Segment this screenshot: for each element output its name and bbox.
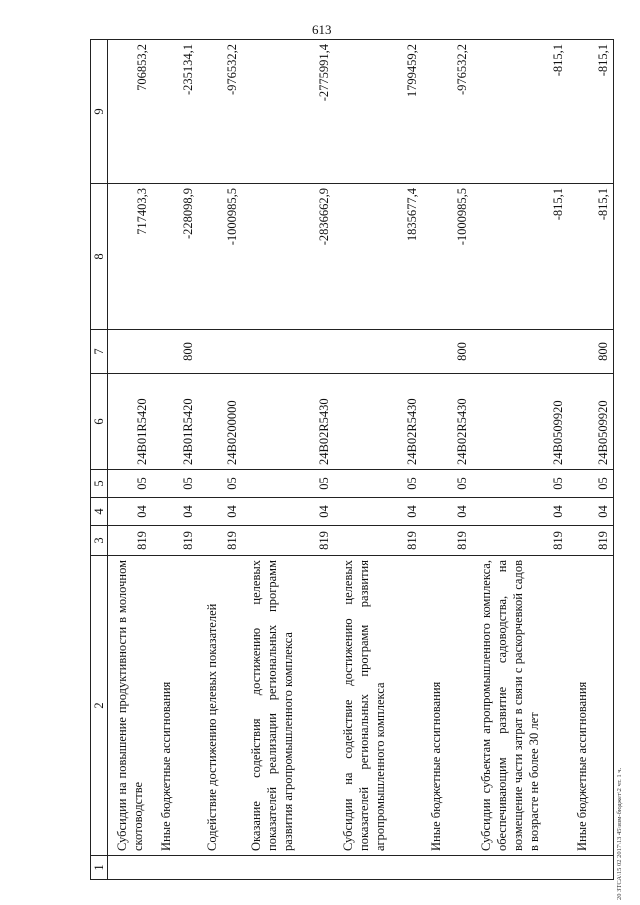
cell-col-1 xyxy=(108,856,152,880)
cell-col-5: 05 xyxy=(242,470,334,498)
header-col-7: 7 xyxy=(91,330,108,374)
header-col-1: 1 xyxy=(91,856,108,880)
page-number: 613 xyxy=(312,22,332,37)
table-row xyxy=(334,40,422,880)
cell-col-6: 24B02R5430 xyxy=(242,374,334,470)
cell-col-4: 04 xyxy=(242,498,334,526)
cell-col-6: 24B0509920 xyxy=(568,374,614,470)
cell-col-8: -1000985,5 xyxy=(198,184,242,330)
cell-col-7 xyxy=(334,330,422,374)
cell-col-5: 05 xyxy=(152,470,198,498)
cell-col-4: 04 xyxy=(152,498,198,526)
budget-table-rotated xyxy=(90,40,610,880)
cell-col-6: 24B01R5420 xyxy=(108,374,152,470)
cell-name: Субсидии субъектам агропромышленного комплекса, обеспечивающим развитие садоводства, на возмещение части затрат в связи с раскорчевкой садов в возрасте не более 30 лет xyxy=(472,556,568,856)
cell-col-5: 05 xyxy=(334,470,422,498)
cell-col-7 xyxy=(242,330,334,374)
cell-col-9: 1799459,2 xyxy=(334,40,422,184)
table-row xyxy=(198,40,242,880)
cell-col-8: 1835677,4 xyxy=(334,184,422,330)
budget-table xyxy=(90,39,614,880)
cell-name: Иные бюджетные ассигнования xyxy=(568,556,614,856)
cell-col-7 xyxy=(108,330,152,374)
cell-col-7: 800 xyxy=(152,330,198,374)
cell-col-9: -235134,1 xyxy=(152,40,198,184)
cell-col-1 xyxy=(472,856,568,880)
budget-table-holder xyxy=(90,40,610,880)
cell-col-7 xyxy=(472,330,568,374)
cell-col-1 xyxy=(334,856,422,880)
cell-col-1 xyxy=(152,856,198,880)
cell-col-3: 819 xyxy=(152,526,198,556)
table-row xyxy=(472,40,568,880)
cell-name: Оказание содействия достижению целевых показателей реализации региональных программ развития агропромышленного комплекса xyxy=(242,556,334,856)
cell-col-5: 05 xyxy=(472,470,568,498)
cell-col-8: -228098,9 xyxy=(152,184,198,330)
cell-col-5: 05 xyxy=(568,470,614,498)
cell-col-9: 706853,2 xyxy=(108,40,152,184)
cell-col-7: 800 xyxy=(422,330,472,374)
cell-name: Субсидии на повышение продуктивности в молочном скотоводстве xyxy=(108,556,152,856)
cell-col-3: 819 xyxy=(472,526,568,556)
cell-col-6: 24B02R5430 xyxy=(334,374,422,470)
table-row xyxy=(422,40,472,880)
cell-col-5: 05 xyxy=(198,470,242,498)
cell-col-5: 05 xyxy=(108,470,152,498)
cell-col-8: -2836662,9 xyxy=(242,184,334,330)
cell-col-8: -1000985,5 xyxy=(422,184,472,330)
cell-col-8: -815,1 xyxy=(472,184,568,330)
cell-col-1 xyxy=(422,856,472,880)
cell-col-4: 04 xyxy=(108,498,152,526)
cell-col-3: 819 xyxy=(198,526,242,556)
cell-col-6: 24B01R5420 xyxy=(152,374,198,470)
header-row xyxy=(91,40,108,880)
cell-name: Иные бюджетные ассигнования xyxy=(422,556,472,856)
cell-col-3: 819 xyxy=(422,526,472,556)
header-col-2: 2 xyxy=(91,556,108,856)
cell-col-1 xyxy=(242,856,334,880)
side-note-text: 20 ЗТСА\15 02 2017\13 45\изм-бюджет\2 чт. 1 ч. xyxy=(616,767,623,900)
table-row xyxy=(242,40,334,880)
table-row xyxy=(108,40,152,880)
cell-col-7 xyxy=(198,330,242,374)
cell-col-5: 05 xyxy=(422,470,472,498)
cell-col-6: 24B0200000 xyxy=(198,374,242,470)
cell-col-4: 04 xyxy=(334,498,422,526)
side-note xyxy=(612,40,628,900)
cell-col-9: -976532,2 xyxy=(198,40,242,184)
cell-col-9: -2775991,4 xyxy=(242,40,334,184)
cell-col-6: 24B0509920 xyxy=(472,374,568,470)
header-col-6: 6 xyxy=(91,374,108,470)
cell-name: Иные бюджетные ассигнования xyxy=(152,556,198,856)
header-col-8: 8 xyxy=(91,184,108,330)
cell-col-4: 04 xyxy=(198,498,242,526)
cell-col-1 xyxy=(568,856,614,880)
cell-col-4: 04 xyxy=(568,498,614,526)
cell-col-3: 819 xyxy=(108,526,152,556)
cell-col-3: 819 xyxy=(568,526,614,556)
cell-col-1 xyxy=(198,856,242,880)
cell-col-9: -976532,2 xyxy=(422,40,472,184)
cell-col-4: 04 xyxy=(422,498,472,526)
header-col-9: 9 xyxy=(91,40,108,184)
cell-col-9: -815,1 xyxy=(472,40,568,184)
header-col-4: 4 xyxy=(91,498,108,526)
header-col-3: 3 xyxy=(91,526,108,556)
cell-name: Содействие достижению целевых показателей xyxy=(198,556,242,856)
cell-col-8: -815,1 xyxy=(568,184,614,330)
cell-col-9: -815,1 xyxy=(568,40,614,184)
table-row xyxy=(152,40,198,880)
cell-col-4: 04 xyxy=(472,498,568,526)
table-row xyxy=(568,40,614,880)
cell-col-8: 717403,3 xyxy=(108,184,152,330)
cell-col-3: 819 xyxy=(242,526,334,556)
cell-col-7: 800 xyxy=(568,330,614,374)
cell-col-6: 24B02R5430 xyxy=(422,374,472,470)
cell-name: Субсидии на содействие достижению целевых показателей региональных программ развития агропромышленного комплекса xyxy=(334,556,422,856)
cell-col-3: 819 xyxy=(334,526,422,556)
header-col-5: 5 xyxy=(91,470,108,498)
